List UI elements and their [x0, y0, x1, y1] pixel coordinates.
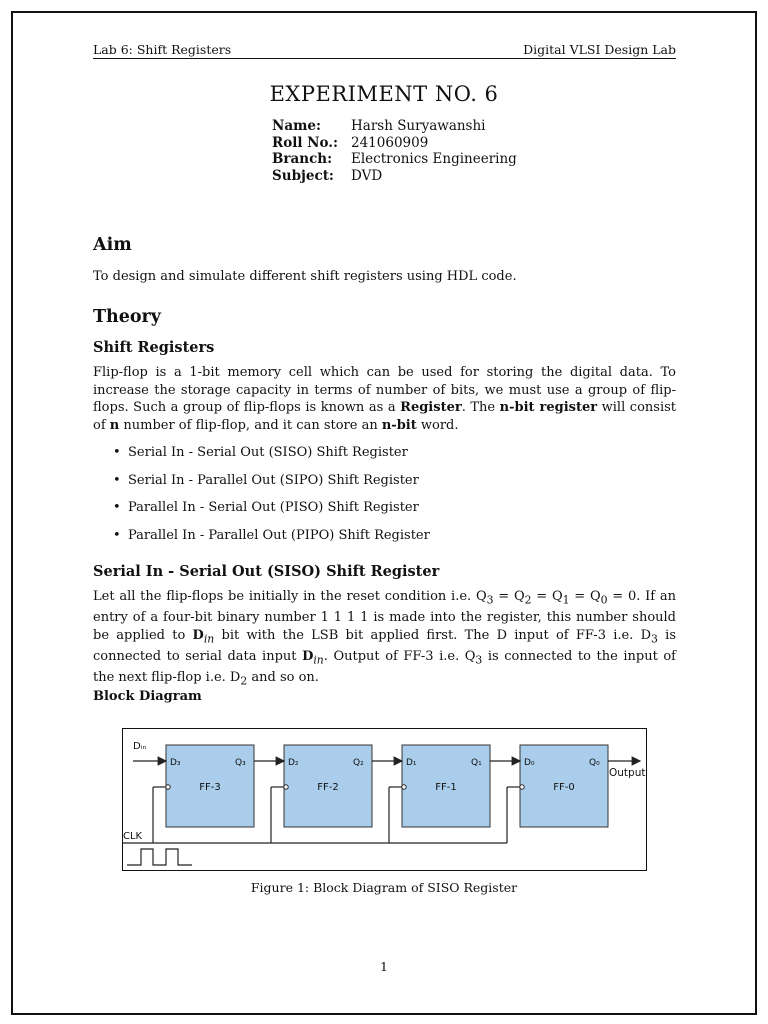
siso-paragraph — [93, 588, 676, 690]
text-run: = Q — [569, 589, 601, 604]
subscript: 3 — [475, 653, 483, 667]
list-item-text: Serial In - Parallel Out (SIPO) Shift Register — [128, 472, 419, 488]
header-right: Digital VLSI Design Lab — [523, 42, 676, 57]
bold-term: D — [192, 627, 204, 643]
ff2-clock-bubble — [284, 785, 288, 789]
theory-heading: Theory — [93, 307, 161, 327]
text-run: . Output of FF-3 i.e. Q — [323, 648, 476, 664]
bold-term: Register — [400, 400, 462, 415]
info-key: Roll No.: — [272, 134, 338, 151]
ff1-q-label: Q₁ — [471, 758, 482, 768]
subscript: in — [313, 653, 324, 667]
aim-heading: Aim — [93, 235, 132, 255]
figure-caption: Figure 1: Block Diagram of SISO Register — [250, 880, 518, 895]
text-run: Let all the flip-flops be initially in the reset condition i.e. Q — [93, 589, 487, 604]
aim-text: To design and simulate different shift registers using HDL code. — [93, 269, 517, 284]
siso-diagram-svg — [123, 729, 646, 870]
info-row-subject — [272, 168, 517, 185]
clock-waveform — [127, 849, 192, 865]
text-run: = 0. If an entry of a four-bit binary number 1 1 1 1 is made into the register, this number should be applied to — [93, 589, 676, 643]
bold-term: n-bit — [381, 417, 417, 433]
list-item: • Parallel In - Parallel Out (PIPO) Shift Register — [113, 527, 430, 543]
running-header — [93, 42, 676, 59]
register-types-list — [113, 443, 430, 553]
bold-term: n — [109, 417, 120, 433]
subscript: 2 — [524, 593, 532, 607]
text-run: = Q — [531, 589, 563, 604]
page-title: EXPERIMENT NO. 6 — [269, 82, 499, 106]
ff3-q-label: Q₃ — [235, 758, 246, 768]
info-key: Branch: — [272, 151, 333, 168]
list-item-text: Parallel In - Parallel Out (PIPO) Shift Register — [128, 527, 430, 543]
subscript: 0 — [600, 593, 608, 607]
ff3-name: FF-3 — [199, 782, 221, 793]
list-item-text: Parallel In - Serial Out (PISO) Shift Register — [128, 500, 419, 516]
list-item-text: Serial In - Serial Out (SISO) Shift Register — [128, 445, 408, 460]
ff1-name: FF-1 — [435, 782, 457, 793]
siso-block-diagram — [122, 728, 647, 871]
ff2-q-label: Q₂ — [353, 758, 364, 768]
text-run: is connected to the input of the next flip-flop i.e. D — [93, 648, 676, 685]
clk-label: CLK — [123, 831, 143, 842]
text-run: word. — [416, 417, 459, 433]
text-run: . The — [461, 400, 500, 415]
subscript: 3 — [651, 632, 658, 646]
info-row-roll — [272, 135, 517, 152]
ff1-clock-bubble — [402, 785, 406, 789]
subscript: 3 — [486, 593, 494, 607]
ff3-clock-bubble — [166, 785, 170, 789]
ff0-d-label: D₀ — [524, 758, 535, 768]
info-key: Subject: — [272, 167, 334, 184]
info-value: DVD — [351, 167, 383, 184]
siso-heading: Serial In - Serial Out (SISO) Shift Register — [93, 563, 440, 580]
ff3-d-label: D₃ — [170, 758, 181, 768]
page-number: 1 — [380, 959, 388, 974]
text-run: and so on. — [247, 669, 319, 685]
text-run: = Q — [493, 589, 525, 604]
ff2-d-label: D₂ — [288, 758, 299, 768]
info-row-name — [272, 118, 517, 135]
text-run: bit with the LSB bit applied first. The D input of FF-3 i.e. D — [214, 627, 652, 643]
student-info — [272, 118, 517, 184]
din-label: Dᵢₙ — [133, 741, 147, 752]
info-value: Harsh Suryawanshi — [351, 118, 486, 134]
list-item: • Serial In - Parallel Out (SIPO) Shift Register — [113, 472, 419, 488]
ff1-d-label: D₁ — [406, 758, 417, 768]
info-key: Name: — [272, 118, 321, 134]
ff0-q-label: Q₀ — [589, 758, 600, 768]
output-label: Output — [609, 767, 646, 779]
text-run: Flip-flop is a 1-bit memory cell which can be used for storing the digital data. To increase the storage capacity in terms of number of bits, we must use a group of flip-flops. Such a group of flip-flops is known as a — [93, 365, 676, 415]
subscript: in — [203, 632, 215, 646]
header-left: Lab 6: Shift Registers — [93, 42, 232, 57]
subscript: 1 — [562, 593, 570, 607]
ff0-name: FF-0 — [553, 782, 575, 793]
list-item: • Parallel In - Serial Out (PISO) Shift Register — [113, 500, 419, 516]
bold-term: n-bit register — [499, 400, 598, 415]
info-value: 241060909 — [351, 134, 429, 151]
shift-registers-heading: Shift Registers — [93, 339, 215, 356]
ff2-name: FF-2 — [317, 782, 339, 793]
ff0-clock-bubble — [520, 785, 524, 789]
theory-paragraph — [93, 364, 676, 434]
subscript: 2 — [240, 674, 248, 688]
block-diagram-heading: Block Diagram — [93, 689, 202, 704]
list-item: • Serial In - Serial Out (SISO) Shift Register — [113, 445, 408, 460]
text-run: is connected to serial data input — [93, 627, 676, 664]
text-run: number of flip-flop, and it can store an — [119, 417, 382, 433]
info-value: Electronics Engineering — [351, 151, 517, 168]
text-run: will consist of — [93, 400, 677, 433]
bold-term: D — [302, 648, 314, 664]
info-row-branch — [272, 151, 517, 168]
